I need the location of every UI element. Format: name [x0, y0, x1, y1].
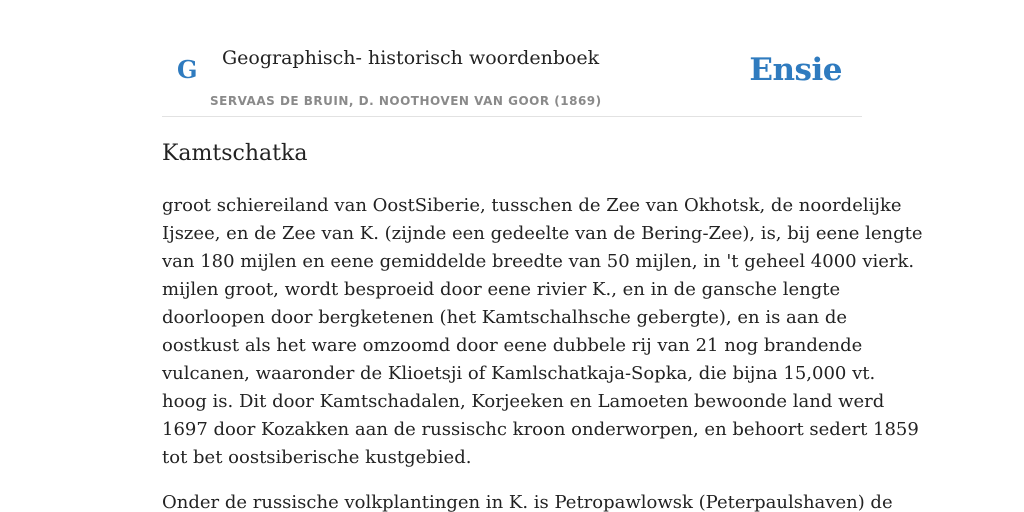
entry-paragraph [162, 192, 923, 472]
text-line: hoog is. Dit door Kamtschadalen, Korjeeken en Lamoeten bewoonde land werd [162, 391, 885, 412]
entry-paragraph [162, 489, 893, 512]
text-line: vulcanen, waaronder de Klioetsji of Kamlschatkaja-Sopka, die bijna 15,000 vt. [162, 363, 876, 384]
text-line: Ijszee, en de Zee van K. (zijnde een gedeelte van de Bering-Zee), is, bij eene lengte [162, 223, 923, 244]
text-line: doorloopen door bergketenen (het Kamtschalhsche gebergte), en is aan de [162, 307, 847, 328]
dictionary-entry [162, 138, 923, 512]
entry-title: Kamtschatka [162, 141, 308, 166]
ensie-logo-link[interactable]: Ensie [749, 52, 842, 88]
text-line: mijlen groot, wordt besproeid door eene rivier K., en in de gansche lengte [162, 279, 841, 300]
text-line: 1697 door Kozakken aan de russischc kroon onderworpen, en behoort sedert 1859 [162, 419, 919, 440]
text-line: groot schiereiland van OostSiberie, tusschen de Zee van Okhotsk, de noordelijke [162, 195, 902, 216]
text-line: van 180 mijlen en eene gemiddelde breedte van 50 mijlen, in 't geheel 4000 vierk. [162, 251, 915, 272]
book-header [162, 0, 862, 117]
text-line: Onder de russische volkplantingen in K. is Petropawlowsk (Peterpaulshaven) de [162, 492, 893, 512]
text-line: oostkust als het ware omzoomd door eene dubbele rij van 21 nog brandende [162, 335, 863, 356]
book-title[interactable]: Geographisch- historisch woordenboek [222, 47, 600, 69]
book-initial-icon: G [177, 55, 198, 84]
text-line: tot bet oostsiberische kustgebied. [162, 447, 472, 468]
book-author: SERVAAS DE BRUIN, D. NOOTHOVEN VAN GOOR (1869) [210, 94, 602, 108]
entry-body [162, 192, 923, 512]
